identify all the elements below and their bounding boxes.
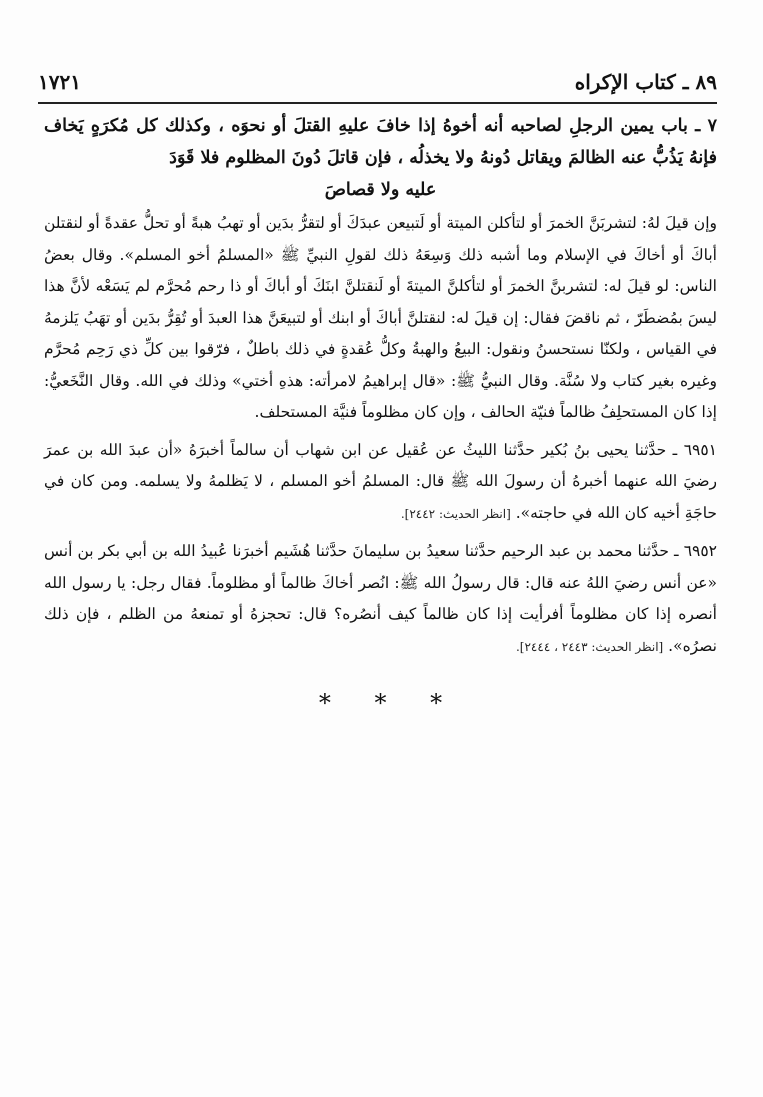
body-paragraph: وإن قيلَ لهُ: لتشربَنَّ الخمرَ أو لتأكلن الميتة أو لَتبيعن عبدَكَ أو لتقرُّ بدَين أو تهبُ هبةً أو تحلُّ عقدةً أو لنقتلن أباكَ أو أخاكَ في الإسلام وما أشبه ذلك وَسِعَهُ ذلك لقولِ النبيِّ ﷺ «المسلمُ أخو المسلم». وقال بعضُ الناس: لو قيلَ له: لتشربنَّ الخمرَ أو لتأكلنَّ الميتةَ أو لَنقتلنَّ ابنَكَ أو أباكَ أو ذا رحم مُحرَّم لم يَسَعْه لأنَّ هذا ليسَ بمُضطَرّ ، ثم ناقضَ فقال: إن قيلَ له: لنقتلنَّ أباكَ أو ابنك أو لتبيعَنَّ هذا العبدَ أو تُقِرُّ بدَين أو تهَبُ يَلزمهُ في القياس ، ولكنّا نستحسنُ ونقول: البيعُ والهبةُ وكلُّ عُقدةٍ في ذلك باطلٌ ، فرّقوا بين كلِّ ذي رَحِم مُحرَّم وغيره بغير كتاب ولا سُنَّة. وقال النبيُّ ﷺ: «قال إبراهيمُ لامرأته: هذهِ أختي» وذلك في الله. وقال النَّخَعيُّ: إذا كان المستحلِفُ ظالماً فنيّة الحالف ، وإن كان مظلوماً فنيَّة المستحلف. <box>44 214 717 421</box>
chapter-heading-line: ٧ ـ باب يمين الرجلِ لصاحبه أنه أخوهُ إذا خافَ عليهِ القتلَ أو نحوَه ، وكذلك كل مُكرَهٍ يَخاف فإنهُ يَذُبُّ عنه الظالمَ ويقاتل دُونهُ ولا يخذلُه ، فإن قاتلَ دُونَ المظلوم فلا قَوَدَ <box>44 116 717 168</box>
section-separator: * * * <box>318 689 461 717</box>
chapter-heading <box>44 110 717 206</box>
hadith-text: ٦٩٥٢ ـ حدَّثنا محمد بن عبد الرحيم حدَّثنا سعيدُ بن سليمانَ حدَّثنا هُشَيم أخبرَنا عُبيدُ الله بن أبي بكر بن أنس «عن أنس رضيَ اللهُ عنه قال: قال رسولُ الله ﷺ: انُصر أخاكَ ظالماً أو مظلوماً. فقال رجل: يا رسول الله أنصره إذا كان مظلوماً أفرأيت إذا كان ظالماً كيف أنصُره؟ قال: تحجزهُ أو تمنعهُ من الظلم ، فإن ذلك نصرُه». <box>44 542 717 655</box>
running-header <box>38 62 717 104</box>
hadith-cross-reference: [انظر الحديث: ٢٤٤٣ ، ٢٤٤٤]. <box>515 639 664 654</box>
hadith-text: ٦٩٥١ ـ حدَّثنا يحيى بنُ بُكير حدَّثنا الليثُ عن عُقيل عن ابن شهاب أن سالماً أخبرَهُ «أن عبدَ الله بن عمرَ رضيَ الله عنهما أخبرهُ أن رسولَ الله ﷺ قال: المسلمُ أخو المسلم ، لا يَظلمهُ ولا يسلمه. ومن كان في حاجَةِ أخيه كان الله في حاجته». <box>44 440 717 522</box>
book-title: ٨٩ ـ كتاب الإكراه <box>574 70 717 94</box>
hadith-6951 <box>44 435 717 531</box>
hadith-cross-reference: [انظر الحديث: ٢٤٤٢]. <box>400 506 511 521</box>
page-content <box>44 110 717 717</box>
chapter-heading-line: عليه ولا قصاصَ <box>324 180 437 200</box>
hadith-6952 <box>44 536 717 663</box>
page-number: ١٧٢١ <box>38 70 81 94</box>
